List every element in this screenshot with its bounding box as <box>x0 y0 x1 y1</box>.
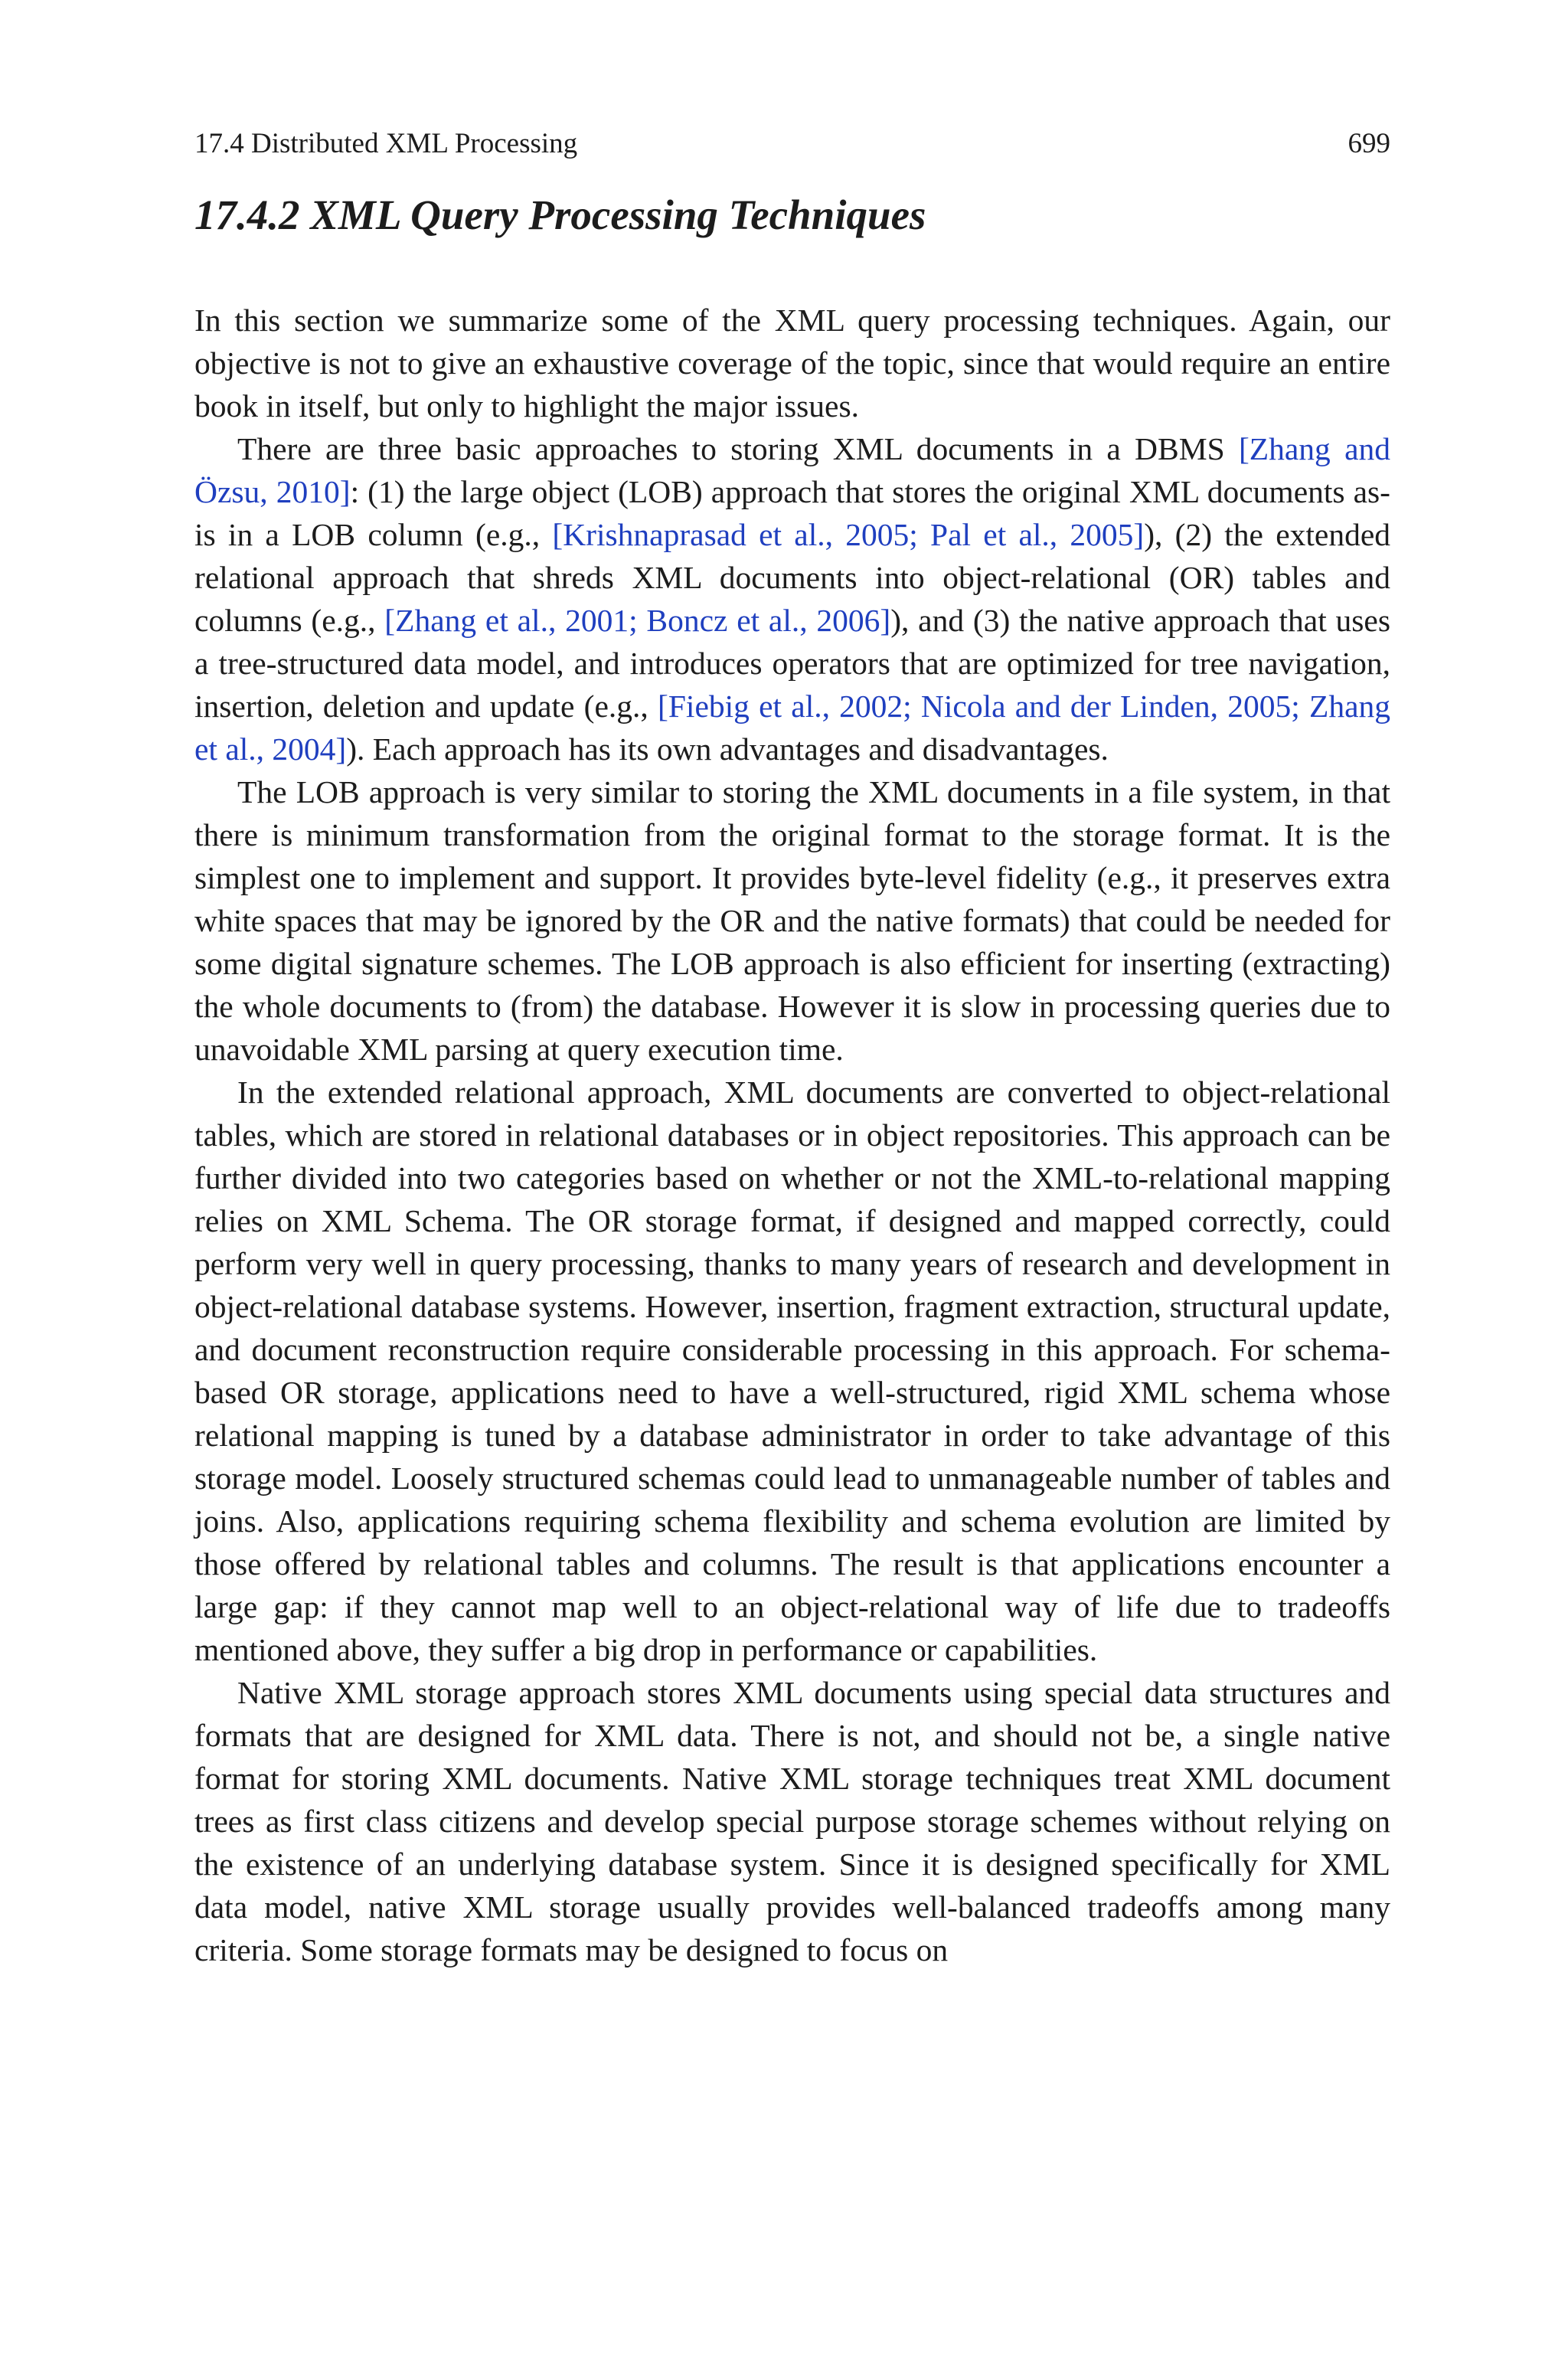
body-text <box>194 299 1390 1971</box>
running-title: 17.4 Distributed XML Processing <box>194 128 578 159</box>
paragraph-native-storage: Native XML storage approach stores XML documents using special data structures and formats that are designed for XML data. There is not, and should not be, a single native format for storing XML documents. Native XML storage techniques treat XML document trees as first class citizens and develop special purpose storage schemes without relying on the existence of an underlying database system. Since it is designed specifically for XML data model, native XML storage usually provides well-balanced tradeoffs among many criteria. Some storage formats may be designed to focus on <box>194 1675 1390 1967</box>
paragraph-storage-approaches <box>194 427 1390 770</box>
paragraph-text-segment: ), and (3) the native approach that uses a tree-structured data model, and introduces operators that are optimized for tree navigation, insertion, deletion and update (e.g., <box>194 603 1391 724</box>
citation-link[interactable]: [Fiebig et al., 2002; Nicola and der Linden, 2005; Zhang et al., 2004] <box>194 689 1390 767</box>
paragraph-text-segment: There are three basic approaches to storing XML documents in a DBMS <box>237 431 1239 466</box>
paragraph-extended-relational: In the extended relational approach, XML documents are converted to object-relational tables, which are stored in relational databases or in object repositories. This approach can be further divided into two categories based on whether or not the XML-to-relational mapping relies on XML Schema. The OR storage format, if designed and mapped correctly, could perform very well in query processing, thanks to many years of research and development in object-relational database systems. However, insertion, fragment extraction, structural update, and document reconstruction require considerable processing in this approach. For schema-based OR storage, applications need to have a well-structured, rigid XML schema whose relational mapping is tuned by a database administrator in order to take advantage of this storage model. Loosely structured schemas could lead to unmanageable number of tables and joins. Also, applications requiring schema flexibility and schema evolution are limited by those offered by relational tables and columns. The result is that applications encounter a large gap: if they cannot map well to an object-relational way of life due to tradeoffs mentioned above, they suffer a big drop in performance or capabilities. <box>194 1075 1390 1667</box>
paragraph-lob-approach: The LOB approach is very similar to storing the XML documents in a file system, in that there is minimum transformation from the original format to the storage format. It is the simplest one to implement and support. It provides byte-level fidelity (e.g., it preserves extra white spaces that may be ignored by the OR and the native formats) that could be needed for some digital signature schemes. The LOB approach is also efficient for inserting (extracting) the whole documents to (from) the database. However it is slow in processing queries due to unavoidable XML parsing at query execution time. <box>194 774 1390 1067</box>
citation-link[interactable]: [Krishnaprasad et al., 2005; Pal et al., 2005] <box>552 517 1145 552</box>
paragraph-intro: In this section we summarize some of the XML query processing techniques. Again, our objective is not to give an exhaustive coverage of the topic, since that would require an entire book in itself, but only to highlight the major issues. <box>194 303 1390 424</box>
citation-link[interactable]: [Zhang and Özsu, 2010] <box>194 431 1390 509</box>
paragraph-text-segment: ), (2) the extended relational approach that shreds XML documents into object-relational (OR) tables and columns (e.g., <box>194 517 1390 638</box>
section-title: 17.4.2 XML Query Processing Techniques <box>194 191 926 238</box>
page-number: 699 <box>1348 128 1390 159</box>
paragraph-text-segment: ). Each approach has its own advantages and disadvantages. <box>346 731 1109 767</box>
citation-link[interactable]: [Zhang et al., 2001; Boncz et al., 2006] <box>384 603 891 638</box>
paragraph-text-segment: : (1) the large object (LOB) approach that stores the original XML documents as-is in a LOB column (e.g., <box>194 474 1390 552</box>
